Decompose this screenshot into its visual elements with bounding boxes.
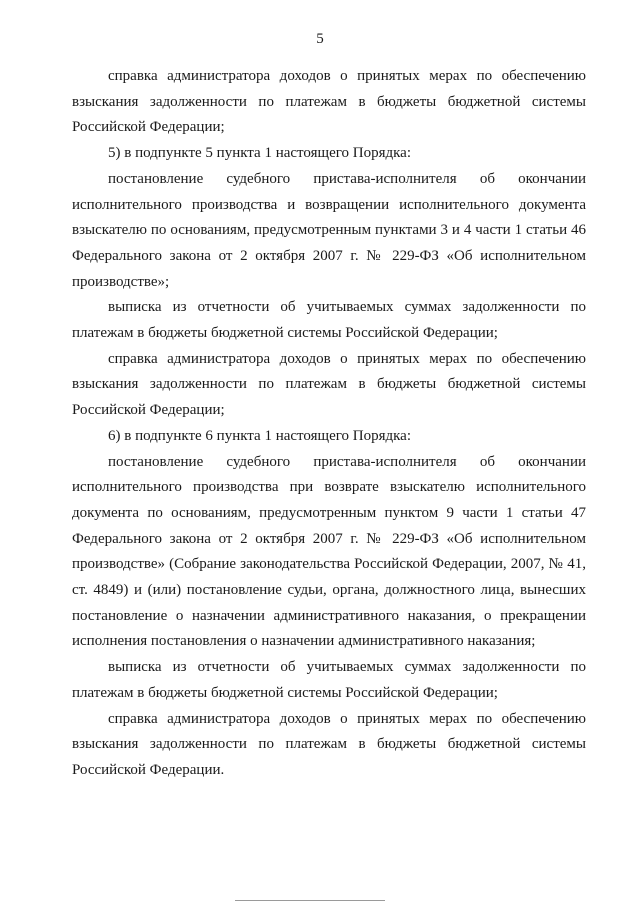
scan-edge-mark <box>235 900 385 905</box>
paragraph-1: справка администратора доходов о принятых мерах по обеспечению взыскания задолженности по платежам в бюджеты бюджетной системы Российской Федерации; <box>72 68 586 136</box>
paragraph-5: справка администратора доходов о принятых мерах по обеспечению взыскания задолженности по платежам в бюджеты бюджетной системы Российской Федерации; <box>72 350 586 419</box>
document-body <box>72 64 586 784</box>
paragraph-4: выписка из отчетности об учитываемых суммах задолженности по платежам в бюджеты бюджетной системы Российской Федерации; <box>72 299 586 342</box>
paragraph-2-subitem-5-heading: 5) в подпункте 5 пункта 1 настоящего Порядка: <box>108 145 412 162</box>
paragraph-3: постановление судебного пристава-исполнителя об окончании исполнительного производства и возвращении исполнительного документа взыскателю по основаниям, предусмотренным пунктами 3 и 4 части 1 статьи 46 Федерального закона от 2 октября 2007 г. № 229-ФЗ «Об исполнительном производстве»; <box>72 170 586 290</box>
paragraph-8: выписка из отчетности об учитываемых суммах задолженности по платежам в бюджеты бюджетной системы Российской Федерации; <box>72 659 586 701</box>
paragraph-6-subitem-6-heading: 6) в подпункте 6 пункта 1 настоящего Порядка: <box>108 427 412 444</box>
paragraph-9: справка администратора доходов о принятых мерах по обеспечению взыскания задолженности по платежам в бюджеты бюджетной системы Российской Федерации. <box>72 710 586 778</box>
page-number: 5 <box>316 31 324 47</box>
paragraph-7: постановление судебного пристава-исполнителя об окончании исполнительного производства при возврате взыскателю исполнительного документа по основаниям, предусмотренным пунктом 9 части 1 статьи 47 Федерального закона от 2 октября 2007 г. № 229-ФЗ «Об исполнительном производстве» (Собрание законодательства Российской Федерации, 2007, № 41, ст. 4849) и (или) постановление судьи, органа, должностного лица, вынесших постановление о назначении административного наказания, о прекращении исполнения постановления о назначении административного наказания; <box>72 453 586 650</box>
